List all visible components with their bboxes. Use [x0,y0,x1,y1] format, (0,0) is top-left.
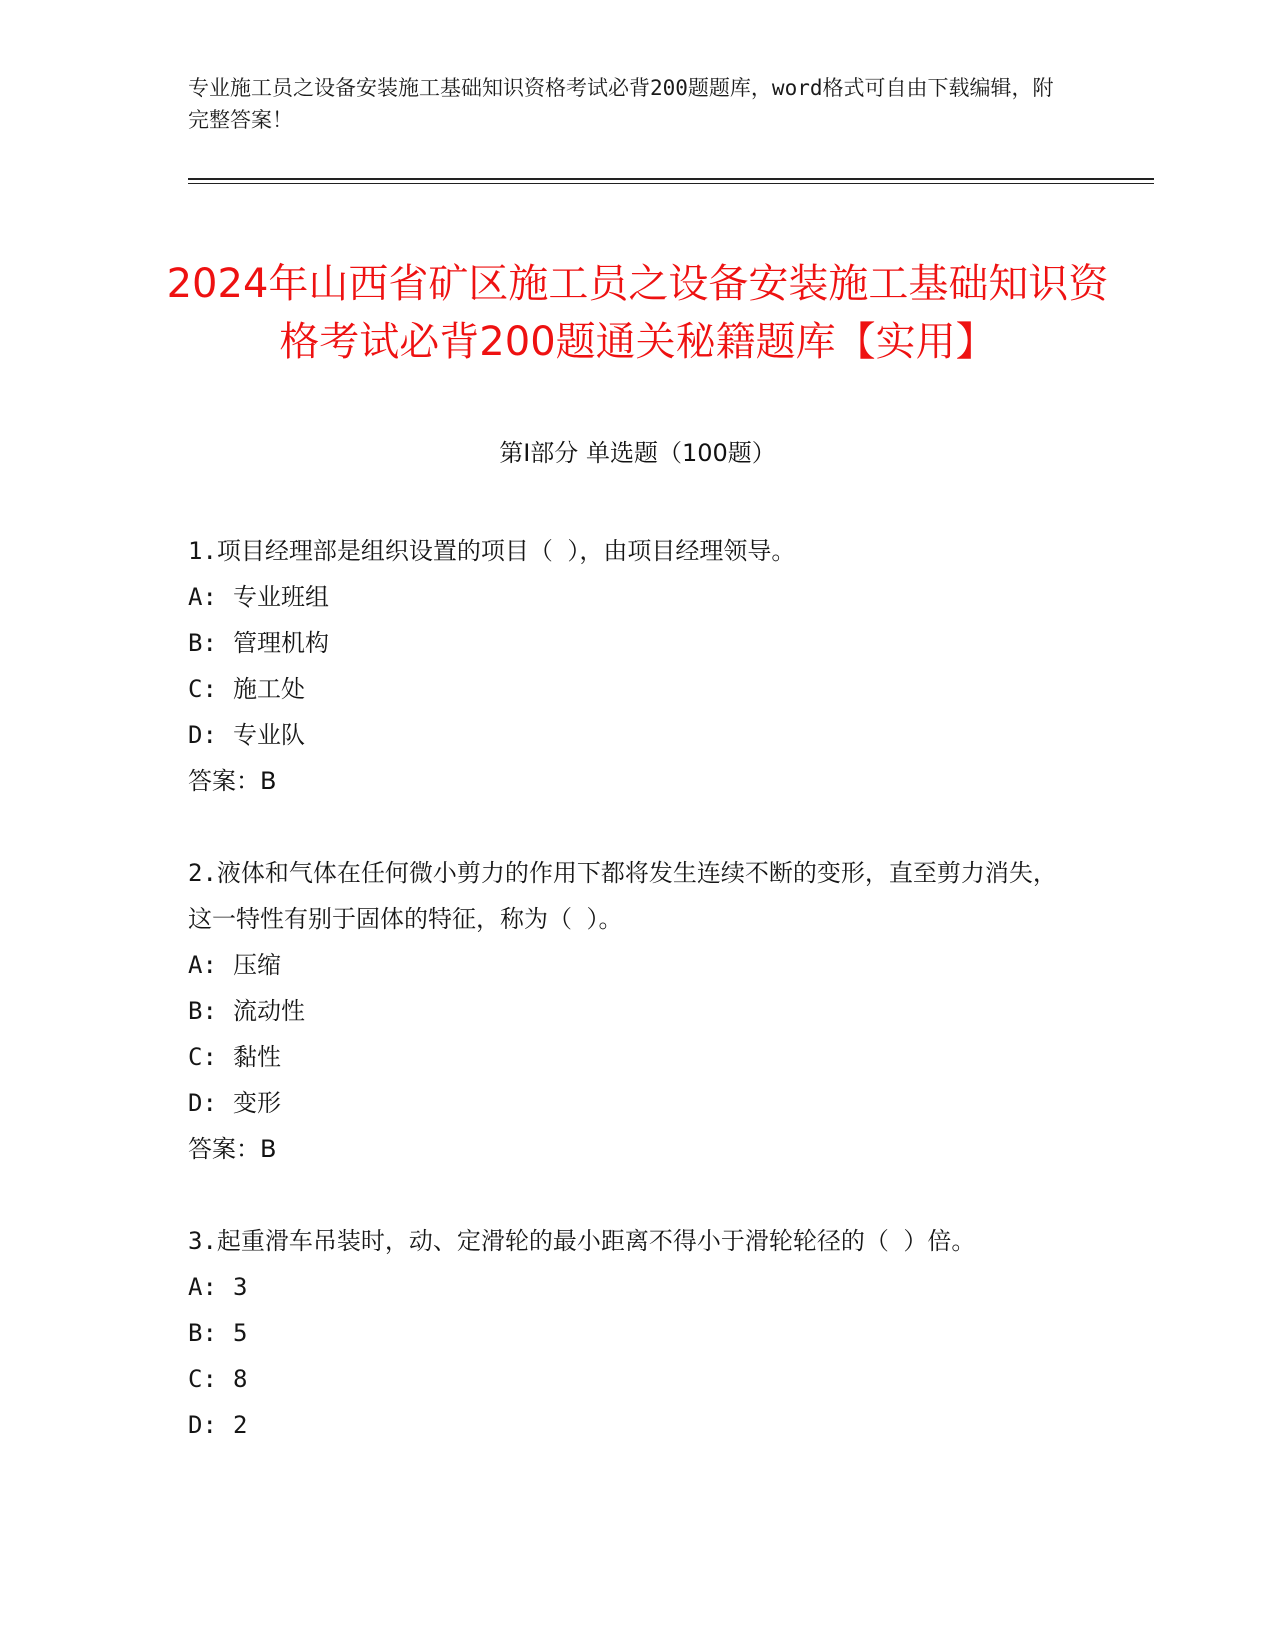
header-note: 专业施工员之设备安装施工基础知识资格考试必背200题题库，word格式可自由下载编辑，附完整答案！ [188,76,1054,132]
option-text: 压缩 [233,951,281,979]
header-rule-thick [188,178,1154,180]
question-stem: 1.项目经理部是组织设置的项目（ ），由项目经理领导。 [188,537,796,565]
option-d [188,1402,1068,1448]
option-d [188,712,1068,758]
option-a [188,574,1068,620]
option-key: A: [188,951,217,979]
option-text: 变形 [233,1089,281,1117]
option-text: 5 [233,1319,248,1347]
option-key: D: [188,1411,217,1439]
question-stem: 2.液体和气体在任何微小剪力的作用下都将发生连续不断的变形，直至剪力消失，这一特性有别于固体的特征，称为（ ）。 [188,859,1057,933]
option-c [188,1356,1068,1402]
option-b [188,1310,1068,1356]
option-c [188,666,1068,712]
option-text: 施工处 [233,675,305,703]
option-key: C: [188,1043,217,1071]
question-list [188,528,1068,1494]
option-key: D: [188,1089,217,1117]
document-title: 2024年山西省矿区施工员之设备安装施工基础知识资格考试必背200题通关秘籍题库【实用】 [166,260,1109,365]
option-b [188,620,1068,666]
option-key: C: [188,1365,217,1393]
option-key: B: [188,1319,217,1347]
option-a [188,942,1068,988]
option-text: 3 [233,1273,248,1301]
option-text: 专业队 [233,721,305,749]
option-key: A: [188,583,217,611]
option-key: C: [188,675,217,703]
option-text: 流动性 [233,997,305,1025]
option-c [188,1034,1068,1080]
header-rule-thin [188,183,1154,184]
question-3 [188,1218,1068,1448]
option-text: 黏性 [233,1043,281,1071]
option-text: 2 [233,1411,248,1439]
option-key: B: [188,997,217,1025]
question-2 [188,850,1068,1172]
option-text: 管理机构 [233,629,329,657]
option-key: D: [188,721,217,749]
question-stem: 3.起重滑车吊装时，动、定滑轮的最小距离不得小于滑轮轮径的（ ）倍。 [188,1227,976,1255]
section-title: 第Ⅰ部分 单选题（100题） [499,439,776,467]
option-text: 专业班组 [233,583,329,611]
option-key: B: [188,629,217,657]
option-key: A: [188,1273,217,1301]
question-1 [188,528,1068,804]
answer: 答案：B [188,1135,277,1163]
option-b [188,988,1068,1034]
option-a [188,1264,1068,1310]
option-d [188,1080,1068,1126]
option-text: 8 [233,1365,248,1393]
answer: 答案：B [188,767,277,795]
